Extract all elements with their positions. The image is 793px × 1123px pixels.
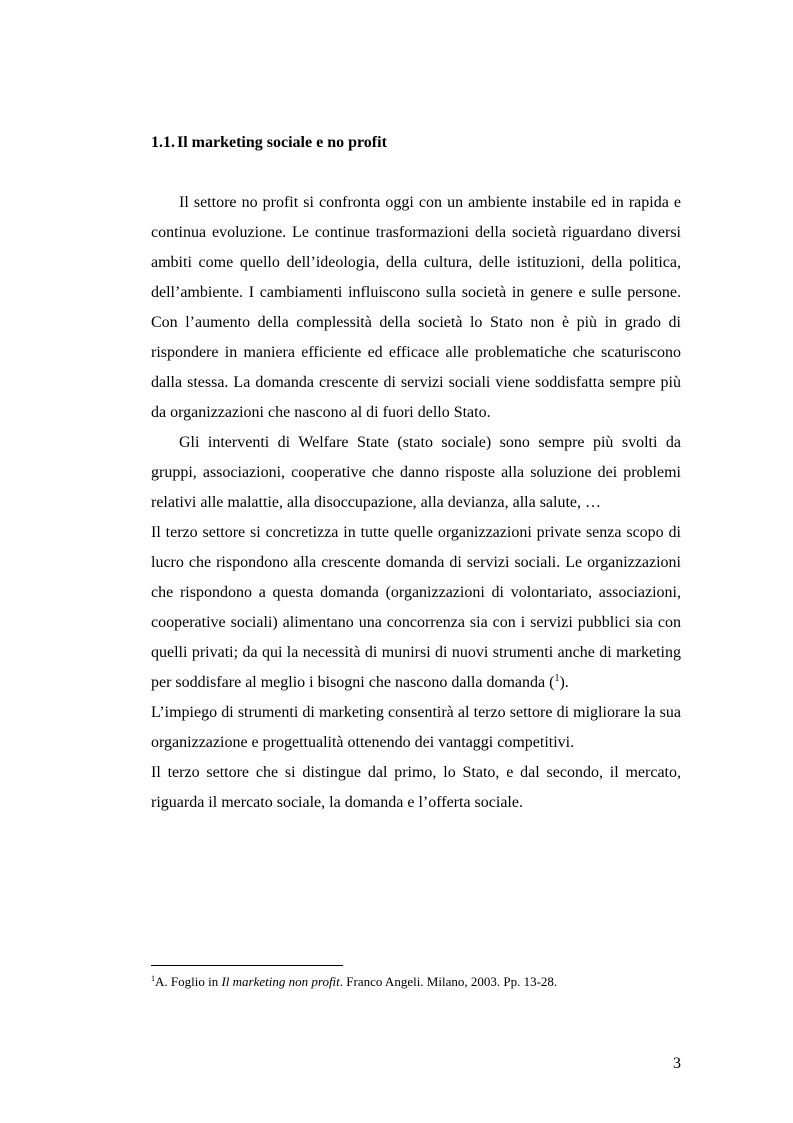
paragraph-3-end: ). bbox=[559, 674, 569, 691]
paragraph-3 bbox=[151, 518, 681, 698]
footnote-book-title: Il marketing non profit bbox=[221, 974, 340, 989]
footnote-reference[interactable]: 1 bbox=[554, 673, 560, 684]
document-page bbox=[151, 0, 681, 1123]
paragraph-4: L’impiego di strumenti di marketing consentirà al terzo settore di migliorare la sua organizzazione e progettualità ottenendo dei vantaggi competitivi. bbox=[151, 704, 681, 751]
section-number: 1.1. bbox=[151, 134, 175, 151]
page-number: 3 bbox=[673, 1055, 681, 1072]
footnote-separator bbox=[151, 965, 343, 966]
footnote-author: A. Foglio in bbox=[155, 974, 222, 989]
body-text bbox=[151, 188, 681, 818]
section-title: Il marketing sociale e no profit bbox=[177, 134, 387, 151]
paragraph-1: Il settore no profit si confronta oggi con un ambiente instabile ed in rapida e continua evoluzione. Le continue trasformazioni della società riguardano diversi ambiti come quello dell’ideologia, della cultura, delle istituzioni, della politica, dell’ambiente. I cambiamenti influiscono sulla società in genere e sulle persone. Con l’aumento della complessità della società lo Stato non è più in grado di rispondere in maniera efficiente ed efficace alle problematiche che scaturiscono dalla stessa. La domanda crescente di servizi sociali viene soddisfatta sempre più da organizzazioni che nascono al di fuori dello Stato. bbox=[151, 194, 681, 421]
section-heading bbox=[151, 132, 387, 154]
footnote-marker: 1 bbox=[151, 974, 155, 983]
paragraph-2: Gli interventi di Welfare State (stato sociale) sono sempre più svolti da gruppi, associazioni, cooperative che danno risposte alla soluzione dei problemi relativi alle malattie, alla disoccupazione, alla devianza, alla salute, … bbox=[151, 434, 681, 511]
footnote bbox=[151, 974, 557, 990]
paragraph-5: Il terzo settore che si distingue dal primo, lo Stato, e dal secondo, il mercato, riguarda il mercato sociale, la domanda e l’offerta sociale. bbox=[151, 764, 681, 811]
paragraph-3-text: Il terzo settore si concretizza in tutte quelle organizzazioni private senza scopo di lucro che rispondono alla crescente domanda di servizi sociali. Le organizzazioni che rispondono a questa domanda (organizzazioni di volontariato, associazioni, cooperative sociali) alimentano una concorrenza sia con i servizi pubblici sia con quelli privati; da qui la necessità di munirsi di nuovi strumenti anche di marketing per soddisfare al meglio i bisogni che nascono dalla domanda ( bbox=[151, 524, 681, 691]
footnote-details: . Franco Angeli. Milano, 2003. Pp. 13-28. bbox=[339, 974, 558, 989]
